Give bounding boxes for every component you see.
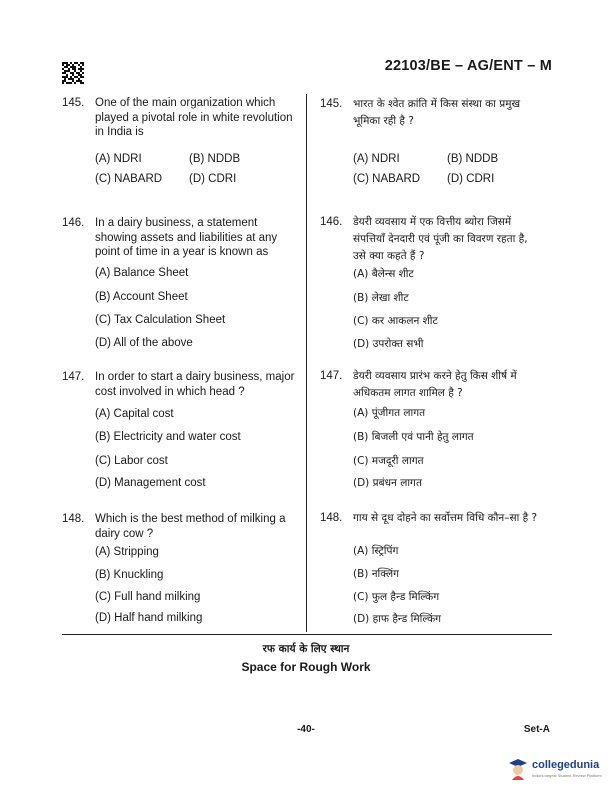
- option-b: (B) Electricity and water cost: [95, 431, 241, 443]
- option-b: (B) NDDB: [189, 153, 241, 165]
- rough-work-label-hi: रफ कार्य के लिए स्थान: [262, 643, 350, 655]
- question-text: dairy cow ?: [95, 527, 154, 540]
- question-text: अधिकतम लागत शामिल है ?: [353, 387, 463, 399]
- question-146-en: [62, 216, 300, 349]
- question-number: 148.: [320, 512, 343, 524]
- option-c: (C) Labor cost: [95, 455, 168, 467]
- option-c: (C) Full hand milking: [95, 591, 201, 603]
- option-b: (B) Account Sheet: [95, 291, 188, 303]
- option-b: (B) नक्लिंग: [353, 568, 400, 580]
- paper-code: 22103/BE – AG/ENT – M: [384, 58, 552, 74]
- option-c: (C) Tax Calculation Sheet: [95, 314, 226, 326]
- question-text: भारत के श्वेत क्रांति में किस संस्था का प्रमुख: [353, 98, 521, 110]
- question-148-hi: [320, 510, 558, 625]
- option-d: (D) All of the above: [95, 337, 193, 349]
- option-c: (C) मजदूरी लागत: [353, 455, 424, 467]
- page-number: -40-: [297, 724, 315, 735]
- student-mascot-icon: [508, 758, 528, 780]
- option-d: (D) Half hand milking: [95, 612, 203, 624]
- option-d: (D) प्रबंधन लागत: [353, 477, 422, 489]
- question-number: 147.: [62, 371, 85, 383]
- qr-code-icon: [62, 62, 84, 84]
- question-147-hi: [320, 368, 558, 489]
- footer-divider: [62, 634, 552, 635]
- question-text: showing assets and liabilities at any: [95, 231, 278, 244]
- option-d: (D) CDRI: [189, 173, 237, 185]
- option-d: (D) Management cost: [95, 477, 206, 489]
- question-text: In order to start a dairy business, major: [95, 371, 295, 383]
- option-d: (D) हाफ हैन्ड मिल्किंग: [353, 613, 442, 625]
- option-c: (C) NABARD: [95, 173, 163, 185]
- logo-text: collegedunia: [532, 759, 600, 771]
- collegedunia-logo[interactable]: [504, 756, 612, 784]
- question-number: 145.: [62, 97, 85, 109]
- logo-tagline: India's largest Student Review Platform: [532, 773, 602, 778]
- question-number: 148.: [62, 513, 85, 525]
- option-a: (A) NDRI: [353, 153, 400, 165]
- question-number: 146.: [62, 217, 85, 229]
- option-a: (A) बैलेन्स शीट: [353, 268, 414, 280]
- option-c: (C) कर आकलन शीट: [353, 315, 438, 327]
- option-c: (C) NABARD: [353, 173, 421, 185]
- question-text: उसे क्या कहते हैं ?: [353, 250, 425, 262]
- option-a: (A) Capital cost: [95, 408, 174, 420]
- question-147-en: [62, 370, 300, 489]
- option-d: (D) उपरोक्त सभी: [353, 338, 424, 350]
- question-text: डेयरी व्यवसाय प्रारंभ करने हेतु किस शीर्ष में: [353, 370, 517, 382]
- question-number: 147.: [320, 370, 343, 382]
- question-text: In a dairy business, a statement: [95, 217, 258, 229]
- option-b: (B) बिजली एवं पानी हेतु लागत: [353, 431, 474, 443]
- option-d: (D) CDRI: [447, 173, 495, 185]
- question-text: played a pivotal role in white revolution: [95, 111, 293, 124]
- option-a: (A) Stripping: [95, 546, 159, 558]
- question-text: cost involved in which head ?: [95, 385, 245, 398]
- question-145-hi: [320, 96, 558, 185]
- option-a: (A) पूंजीगत लागत: [353, 407, 426, 419]
- option-b: (B) NDDB: [447, 153, 499, 165]
- set-label: Set-A: [523, 724, 550, 735]
- question-number: 145.: [320, 98, 343, 110]
- option-a: (A) NDRI: [95, 153, 142, 165]
- question-text: point of time in a year is known as: [95, 246, 269, 258]
- column-divider: [306, 94, 307, 632]
- question-text: संपत्तियाँ देनदारी एवं पूंजी का विवरण रहता है,: [353, 233, 528, 245]
- question-number: 146.: [320, 216, 343, 228]
- question-text: गाय से दूध दोहने का सर्वोत्तम विधि कौन–सा है ?: [353, 512, 538, 524]
- question-text: Which is the best method of milking a: [95, 513, 286, 525]
- question-text: भूमिका रही है ?: [353, 115, 414, 127]
- option-a: (A) Balance Sheet: [95, 267, 189, 279]
- question-145-en: [62, 96, 300, 185]
- question-text: डेयरी व्यवसाय में एक वित्तीय ब्योरा जिसमें: [353, 216, 512, 228]
- option-a: (A) स्ट्रिपिंग: [353, 545, 399, 557]
- rough-work-label-en: Space for Rough Work: [241, 660, 371, 674]
- option-c: (C) फुल हैन्ड मिल्किंग: [353, 591, 440, 603]
- question-148-en: [62, 512, 300, 624]
- question-146-hi: [320, 214, 558, 350]
- option-b: (B) लेखा शीट: [353, 292, 409, 304]
- question-text: One of the main organization which: [95, 97, 276, 109]
- option-b: (B) Knuckling: [95, 569, 164, 581]
- question-text: in India is: [95, 126, 144, 138]
